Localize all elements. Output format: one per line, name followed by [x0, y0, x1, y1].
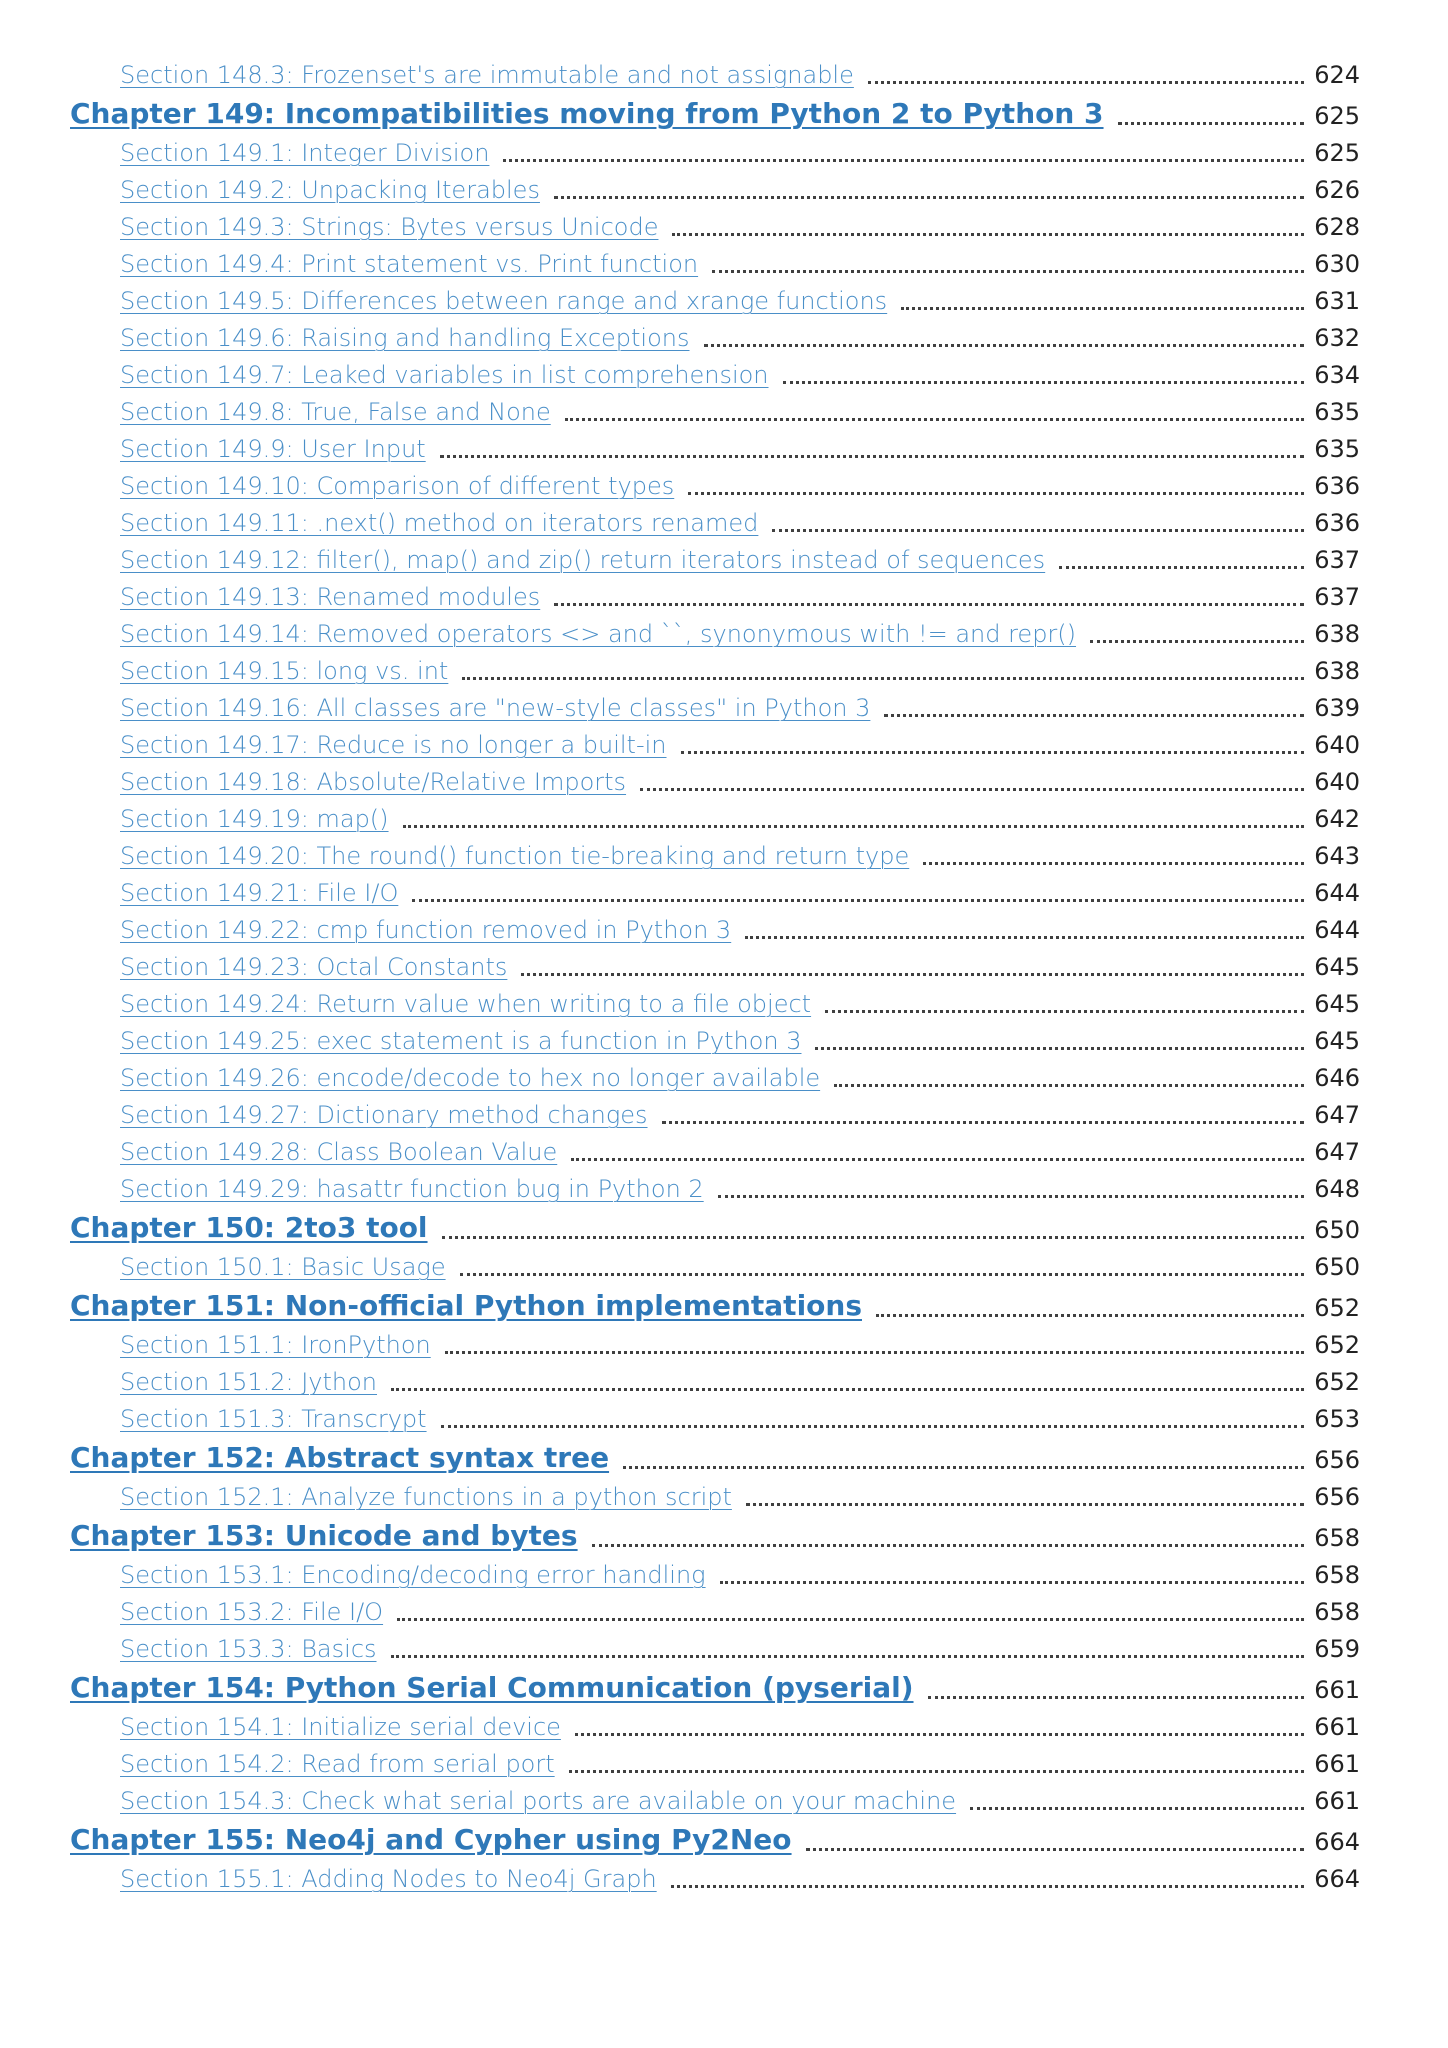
section-title: Section 149.16: All classes are "new-style classes" in Python 3 [120, 694, 871, 722]
toc-section-link[interactable] [70, 1056, 1360, 1093]
chapter-title: Chapter 151: Non-official Python implementations [70, 1289, 862, 1322]
section-title: Section 149.27: Dictionary method changes [120, 1101, 648, 1129]
page-number: 637 [1314, 546, 1360, 574]
chapter-title: Chapter 155: Neo4j and Cypher using Py2Neo [70, 1823, 792, 1856]
section-title: Section 151.2: Jython [120, 1368, 378, 1396]
page-number: 648 [1314, 1175, 1360, 1203]
dot-leader [554, 584, 1304, 606]
dot-leader [445, 1332, 1304, 1354]
dot-leader [772, 510, 1304, 532]
section-title: Section 149.25: exec statement is a function in Python 3 [120, 1027, 802, 1055]
dot-leader [571, 1139, 1304, 1161]
toc-section-link[interactable] [70, 834, 1360, 871]
dot-leader [970, 1788, 1304, 1810]
section-title: Section 149.17: Reduce is no longer a built-in [120, 731, 667, 759]
toc-section-link[interactable] [70, 1093, 1360, 1130]
section-title: Section 151.1: IronPython [120, 1331, 431, 1359]
toc-section-link[interactable] [70, 1167, 1360, 1204]
dot-leader [1059, 547, 1304, 569]
toc-section-link[interactable] [70, 131, 1360, 168]
dot-leader [681, 732, 1305, 754]
page-number: 632 [1314, 324, 1360, 352]
page-number: 658 [1314, 1524, 1360, 1552]
toc-section-link[interactable] [70, 168, 1360, 205]
section-title: Section 149.10: Comparison of different types [120, 472, 675, 500]
toc-section-link[interactable] [70, 390, 1360, 427]
page-number: 643 [1314, 842, 1360, 870]
page-number: 635 [1314, 398, 1360, 426]
dot-leader [412, 880, 1304, 902]
page-number: 650 [1314, 1216, 1360, 1244]
page-number: 625 [1314, 102, 1360, 130]
section-title: Section 152.1: Analyze functions in a python script [120, 1483, 732, 1511]
section-title: Section 149.15: long vs. int [120, 657, 449, 685]
toc-section-link[interactable] [70, 1705, 1360, 1742]
toc-chapter-link[interactable] [70, 90, 1360, 131]
toc-section-link[interactable] [70, 205, 1360, 242]
chapter-title: Chapter 149: Incompatibilities moving from Python 2 to Python 3 [70, 97, 1104, 130]
page-number: 636 [1314, 509, 1360, 537]
page-number: 635 [1314, 435, 1360, 463]
toc-chapter-link[interactable] [70, 1664, 1360, 1705]
section-title: Section 149.29: hasattr function bug in Python 2 [120, 1175, 704, 1203]
page-number: 647 [1314, 1138, 1360, 1166]
section-title: Section 149.18: Absolute/Relative Imports [120, 768, 627, 796]
toc-chapter-link[interactable] [70, 1204, 1360, 1245]
dot-leader [868, 62, 1304, 84]
dot-leader [704, 325, 1305, 347]
section-title: Section 149.8: True, False and None [120, 398, 551, 426]
page-number: 645 [1314, 953, 1360, 981]
section-title: Section 149.14: Removed operators <> and ``, synonymous with != and repr() [120, 620, 1077, 648]
page-number: 661 [1314, 1713, 1360, 1741]
page-number: 652 [1314, 1331, 1360, 1359]
dot-leader [712, 251, 1304, 273]
dot-leader [720, 1562, 1305, 1584]
toc-section-link[interactable] [70, 1323, 1360, 1360]
page-number: 658 [1314, 1561, 1360, 1589]
section-title: Section 149.21: File I/O [120, 879, 399, 907]
dot-leader [923, 843, 1304, 865]
dot-leader [1118, 103, 1305, 125]
section-title: Section 149.26: encode/decode to hex no longer available [120, 1064, 821, 1092]
page-number: 628 [1314, 213, 1360, 241]
section-title: Section 153.3: Basics [120, 1635, 377, 1663]
page-number: 637 [1314, 583, 1360, 611]
section-title: Section 149.20: The round() function tie-breaking and return type [120, 842, 910, 870]
section-title: Section 153.2: File I/O [120, 1598, 384, 1626]
page-number: 640 [1314, 768, 1360, 796]
toc-section-link[interactable] [70, 279, 1360, 316]
dot-leader [569, 1751, 1305, 1773]
toc-section-link[interactable] [70, 797, 1360, 834]
page-number: 645 [1314, 1027, 1360, 1055]
dot-leader [554, 177, 1304, 199]
dot-leader [575, 1714, 1304, 1736]
dot-leader [783, 362, 1305, 384]
dot-leader [876, 1295, 1304, 1317]
toc-section-link[interactable] [70, 908, 1360, 945]
section-title: Section 154.2: Read from serial port [120, 1750, 555, 1778]
dot-leader [834, 1065, 1304, 1087]
section-title: Section 148.3: Frozenset's are immutable and not assignable [120, 61, 854, 89]
page-number: 659 [1314, 1635, 1360, 1663]
dot-leader [397, 1599, 1304, 1621]
toc-section-link[interactable] [70, 723, 1360, 760]
page-number: 631 [1314, 287, 1360, 315]
section-title: Section 149.4: Print statement vs. Print function [120, 250, 699, 278]
page-number: 656 [1314, 1446, 1360, 1474]
section-title: Section 149.23: Octal Constants [120, 953, 508, 981]
toc-section-link[interactable] [70, 1475, 1360, 1512]
dot-leader [1090, 621, 1304, 643]
toc-section-link[interactable] [70, 1397, 1360, 1434]
page-number: 639 [1314, 694, 1360, 722]
toc-section-link[interactable] [70, 242, 1360, 279]
section-title: Section 149.28: Class Boolean Value [120, 1138, 558, 1166]
section-title: Section 155.1: Adding Nodes to Neo4j Graph [120, 1865, 657, 1893]
section-title: Section 150.1: Basic Usage [120, 1253, 446, 1281]
dot-leader [441, 1406, 1305, 1428]
page-number: 634 [1314, 361, 1360, 389]
dot-leader [825, 991, 1304, 1013]
page-number: 638 [1314, 657, 1360, 685]
page-number: 630 [1314, 250, 1360, 278]
dot-leader [442, 1217, 1305, 1239]
dot-leader [503, 140, 1304, 162]
toc-section-link[interactable] [70, 1019, 1360, 1056]
page-number: 652 [1314, 1368, 1360, 1396]
toc-section-link[interactable] [70, 760, 1360, 797]
page-number: 625 [1314, 139, 1360, 167]
page-number: 646 [1314, 1064, 1360, 1092]
toc-section-link[interactable] [70, 316, 1360, 353]
page-number: 624 [1314, 61, 1360, 89]
dot-leader [718, 1176, 1305, 1198]
page-number: 664 [1314, 1865, 1360, 1893]
dot-leader [745, 917, 1304, 939]
dot-leader [688, 473, 1304, 495]
dot-leader [815, 1028, 1304, 1050]
page-number: 653 [1314, 1405, 1360, 1433]
dot-leader [565, 399, 1304, 421]
toc-section-link[interactable] [70, 945, 1360, 982]
dot-leader [592, 1525, 1305, 1547]
dot-leader [391, 1636, 1305, 1658]
dot-leader [928, 1677, 1305, 1699]
toc-section-link[interactable] [70, 501, 1360, 538]
page-number: 644 [1314, 879, 1360, 907]
toc-section-link[interactable] [70, 1627, 1360, 1664]
toc-section-link[interactable] [70, 612, 1360, 649]
dot-leader [623, 1447, 1304, 1469]
page-number: 636 [1314, 472, 1360, 500]
section-title: Section 151.3: Transcrypt [120, 1405, 427, 1433]
dot-leader [746, 1484, 1304, 1506]
dot-leader [662, 1102, 1305, 1124]
page-number: 664 [1314, 1828, 1360, 1856]
section-title: Section 153.1: Encoding/decoding error handling [120, 1561, 706, 1589]
toc-chapter-link[interactable] [70, 1434, 1360, 1475]
toc-section-link[interactable] [70, 1590, 1360, 1627]
section-title: Section 149.1: Integer Division [120, 139, 490, 167]
chapter-title: Chapter 150: 2to3 tool [70, 1211, 428, 1244]
section-title: Section 154.1: Initialize serial device [120, 1713, 561, 1741]
dot-leader [884, 695, 1304, 717]
section-title: Section 149.24: Return value when writing to a file object [120, 990, 812, 1018]
dot-leader [391, 1369, 1304, 1391]
page-number: 656 [1314, 1483, 1360, 1511]
toc-section-link[interactable] [70, 353, 1360, 390]
dot-leader [440, 436, 1304, 458]
dot-leader [901, 288, 1304, 310]
page-number: 661 [1314, 1676, 1360, 1704]
toc-section-link[interactable] [70, 686, 1360, 723]
page-number: 652 [1314, 1294, 1360, 1322]
section-title: Section 149.3: Strings: Bytes versus Unicode [120, 213, 659, 241]
toc-section-link[interactable] [70, 1779, 1360, 1816]
section-title: Section 149.2: Unpacking Iterables [120, 176, 540, 204]
toc-section-link[interactable] [70, 427, 1360, 464]
chapter-title: Chapter 152: Abstract syntax tree [70, 1441, 610, 1474]
toc-section-link[interactable] [70, 1245, 1360, 1282]
page-number: 661 [1314, 1787, 1360, 1815]
toc-section-link[interactable] [70, 982, 1360, 1019]
toc-section-link[interactable] [70, 871, 1360, 908]
dot-leader [460, 1254, 1305, 1276]
page-number: 642 [1314, 805, 1360, 833]
section-title: Section 149.7: Leaked variables in list comprehension [120, 361, 769, 389]
toc-chapter-link[interactable] [70, 1512, 1360, 1553]
toc-section-link[interactable] [70, 1130, 1360, 1167]
toc-section-link[interactable] [70, 538, 1360, 575]
page-number: 638 [1314, 620, 1360, 648]
page-number: 650 [1314, 1253, 1360, 1281]
table-of-contents [70, 61, 1360, 1894]
toc-section-link[interactable] [70, 1360, 1360, 1397]
page-number: 644 [1314, 916, 1360, 944]
dot-leader [672, 214, 1304, 236]
chapter-title: Chapter 154: Python Serial Communication (pyserial) [70, 1671, 914, 1704]
page-number: 661 [1314, 1750, 1360, 1778]
dot-leader [640, 769, 1304, 791]
toc-chapter-link[interactable] [70, 1282, 1360, 1323]
page-number: 658 [1314, 1598, 1360, 1626]
section-title: Section 149.12: filter(), map() and zip() return iterators instead of sequences [120, 546, 1046, 574]
toc-section-link[interactable] [70, 1742, 1360, 1779]
toc-section-link[interactable] [70, 1553, 1360, 1590]
dot-leader [403, 806, 1305, 828]
section-title: Section 149.9: User Input [120, 435, 426, 463]
toc-section-link[interactable] [70, 1857, 1360, 1894]
dot-leader [806, 1829, 1305, 1851]
section-title: Section 149.13: Renamed modules [120, 583, 541, 611]
section-title: Section 149.5: Differences between range and xrange functions [120, 287, 888, 315]
page-number: 626 [1314, 176, 1360, 204]
chapter-title: Chapter 153: Unicode and bytes [70, 1519, 578, 1552]
toc-chapter-link[interactable] [70, 1816, 1360, 1857]
page-number: 647 [1314, 1101, 1360, 1129]
toc-section-link[interactable] [70, 649, 1360, 686]
dot-leader [462, 658, 1304, 680]
section-title: Section 149.6: Raising and handling Exceptions [120, 324, 690, 352]
section-title: Section 149.11: .next() method on iterators renamed [120, 509, 759, 537]
toc-section-link[interactable] [70, 575, 1360, 612]
page-number: 640 [1314, 731, 1360, 759]
dot-leader [671, 1866, 1305, 1888]
toc-section-link[interactable] [70, 464, 1360, 501]
section-title: Section 149.19: map() [120, 805, 389, 833]
toc-section-link[interactable] [70, 61, 1360, 90]
dot-leader [521, 954, 1304, 976]
section-title: Section 154.3: Check what serial ports are available on your machine [120, 1787, 957, 1815]
page-number: 645 [1314, 990, 1360, 1018]
section-title: Section 149.22: cmp function removed in Python 3 [120, 916, 732, 944]
